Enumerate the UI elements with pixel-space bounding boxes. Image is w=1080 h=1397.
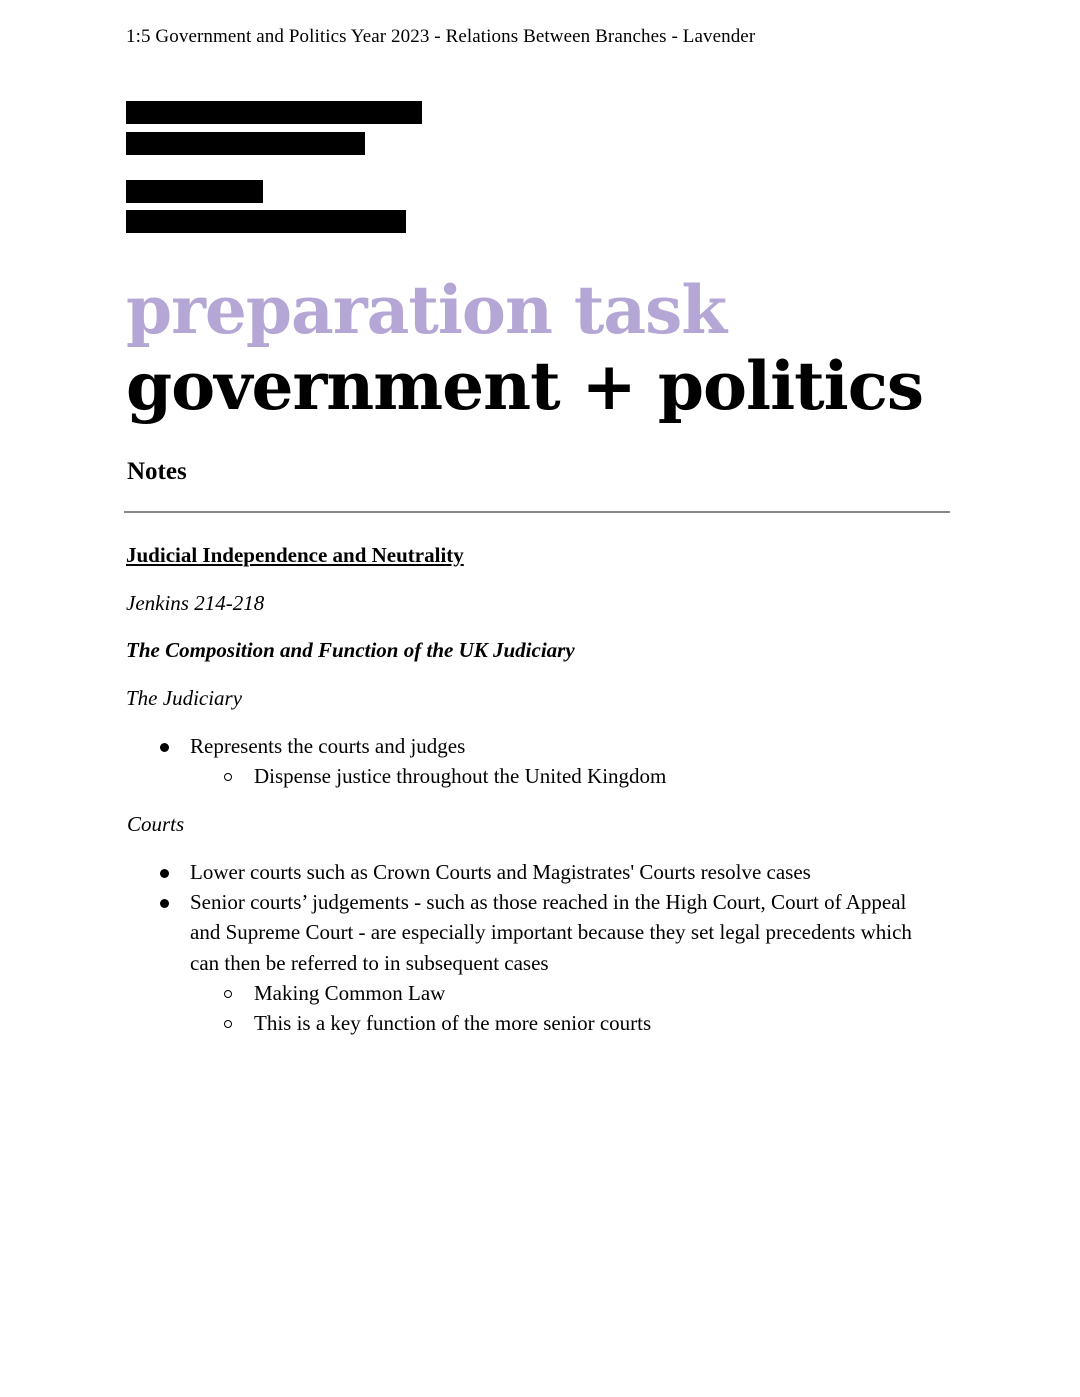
document-header: 1:5 Government and Politics Year 2023 - Relations Between Branches - Lavender bbox=[126, 26, 756, 47]
list-item: Lower courts such as Crown Courts and Magistrates' Courts resolve cases bbox=[190, 860, 811, 884]
list-item-line: and Supreme Court - are especially important because they set legal precedents which bbox=[190, 920, 912, 944]
list-item-line: Senior courts’ judgements - such as those reached in the High Court, Court of Appeal bbox=[190, 890, 907, 914]
notes-heading: Notes bbox=[127, 458, 187, 485]
list-subitem: This is a key function of the more senior courts bbox=[254, 1011, 652, 1035]
subheading: The Composition and Function of the UK Judiciary bbox=[126, 638, 575, 662]
title-preparation-task: preparation task bbox=[126, 271, 727, 349]
redacted-block bbox=[126, 180, 263, 203]
courts-label: Courts bbox=[127, 812, 185, 836]
list-item-line: can then be referred to in subsequent cases bbox=[190, 951, 549, 975]
list-item: Represents the courts and judges bbox=[190, 734, 466, 758]
title-government-politics: government + politics bbox=[126, 347, 924, 425]
list-subitem: Making Common Law bbox=[254, 981, 446, 1005]
bullet-icon bbox=[160, 743, 169, 752]
judiciary-label: The Judiciary bbox=[126, 686, 243, 710]
redacted-block bbox=[126, 210, 406, 233]
list-subitem: Dispense justice throughout the United Kingdom bbox=[254, 764, 667, 788]
hollow-bullet-icon bbox=[224, 773, 232, 781]
redacted-block bbox=[126, 101, 422, 124]
topic-heading: Judicial Independence and Neutrality bbox=[126, 543, 464, 567]
hollow-bullet-icon bbox=[224, 990, 232, 998]
reference-text: Jenkins 214-218 bbox=[126, 591, 265, 615]
bullet-icon bbox=[160, 869, 169, 878]
redacted-block bbox=[126, 132, 365, 155]
hollow-bullet-icon bbox=[224, 1020, 232, 1028]
bullet-icon bbox=[160, 899, 169, 908]
horizontal-divider bbox=[124, 511, 950, 513]
